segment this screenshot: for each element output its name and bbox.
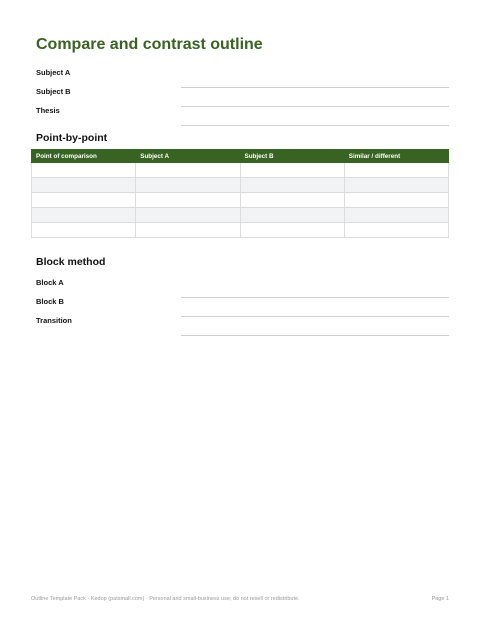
table-cell[interactable] [240,223,344,238]
transition-field [36,316,449,336]
table-cell[interactable] [136,223,240,238]
table-cell[interactable] [344,208,448,223]
table-cell[interactable] [136,163,240,178]
table-cell[interactable] [32,208,136,223]
thesis-label: Thesis [36,106,60,115]
table-cell[interactable] [240,193,344,208]
table-cell[interactable] [32,193,136,208]
table-cell[interactable] [136,178,240,193]
block-a-label: Block A [36,278,64,287]
table-cell[interactable] [32,178,136,193]
table-cell[interactable] [32,163,136,178]
column-header-subject-b: Subject B [240,150,344,163]
table-cell[interactable] [344,223,448,238]
table-header-row [32,150,449,163]
table-cell[interactable] [32,223,136,238]
table-cell[interactable] [240,208,344,223]
subject-a-label: Subject A [36,68,71,77]
footer-license-text: Outline Template Pack · Kedop (patsmall.com) · Personal and small-business use; do not resell or redistribute. [31,596,300,602]
transition-line[interactable] [181,335,449,336]
table-cell[interactable] [344,178,448,193]
block-b-label: Block B [36,297,64,306]
column-header-similar-different: Similar / different [344,150,448,163]
block-method-heading: Block method [36,256,106,268]
table-row [32,223,449,238]
thesis-line[interactable] [181,125,449,126]
block-a-field [36,278,449,298]
page-number: Page 1 [431,596,449,602]
table-cell[interactable] [344,193,448,208]
table-row [32,208,449,223]
column-header-subject-a: Subject A [136,150,240,163]
page-title: Compare and contrast outline [36,36,263,53]
table-cell[interactable] [136,193,240,208]
block-b-field [36,297,449,317]
table-row [32,193,449,208]
table-row [32,163,449,178]
table-cell[interactable] [240,178,344,193]
table-cell[interactable] [240,163,344,178]
subject-a-field [36,68,449,88]
subject-b-label: Subject B [36,87,71,96]
column-header-point: Point of comparison [32,150,136,163]
table-cell[interactable] [136,208,240,223]
transition-label: Transition [36,316,72,325]
subject-b-field [36,87,449,107]
point-by-point-table [31,149,449,238]
point-by-point-heading: Point-by-point [36,132,108,144]
table-cell[interactable] [344,163,448,178]
table-row [32,178,449,193]
thesis-field [36,106,449,126]
